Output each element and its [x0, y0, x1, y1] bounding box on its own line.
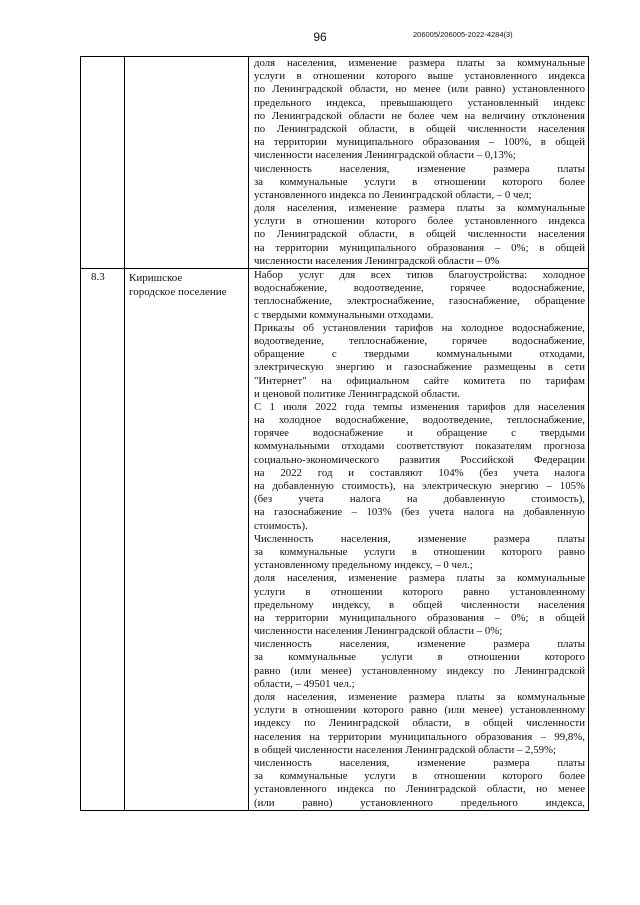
- text-line: за коммунальные услуги в отношении которого более: [254, 175, 585, 188]
- text-line: индексу по Ленинградской области, в общей численности: [254, 717, 585, 730]
- text-line: по Ленинградской области не более чем на величину отклонения: [254, 109, 585, 122]
- text-line: водоснабжение, водоотведение, горячее водоснабжение,: [254, 282, 585, 295]
- text-line: услуги в отношении которого выше установленного индекса: [254, 70, 585, 83]
- municipality-name-cell: [125, 269, 249, 811]
- text-line: Набор услуг для всех типов благоустройства: холодное: [254, 269, 585, 281]
- text-line: численность населения, изменение размера платы: [254, 638, 585, 651]
- text-line: по Ленинградской области, но менее (или равно) установленного: [254, 83, 585, 96]
- text-line: Численность населения, изменение размера платы: [254, 532, 585, 545]
- text-line: на территории муниципального образования – 0%; в общей: [254, 241, 585, 254]
- text-line: Приказы об установлении тарифов на холодное водоснабжение,: [254, 321, 585, 334]
- row-number-cell: 8.3: [81, 269, 125, 811]
- text-line: численности населения Ленинградской области – 0%;: [254, 625, 503, 638]
- tariff-table: [80, 56, 589, 811]
- text-line: (или равно) установленного предельного индекса,: [254, 796, 585, 809]
- text-line: за коммунальные услуги в отношении которого равно: [254, 545, 585, 558]
- text-line: на территории муниципального образования – 0%; в общей: [254, 611, 585, 624]
- text-line: численности населения Ленинградской области – 0%: [254, 254, 500, 267]
- row-number-cell: [81, 57, 125, 269]
- text-line: обращение с твердыми коммунальными отходами,: [254, 348, 585, 361]
- description-cell: [249, 57, 589, 269]
- text-line: доля населения, изменение размера платы за коммунальные: [254, 202, 585, 215]
- municipality-name-cell: [125, 57, 249, 269]
- table-row: [81, 269, 589, 811]
- text-line: "Интернет" на официальном сайте комитета по тарифам: [254, 374, 585, 387]
- text-line: коммунальными отходами соответствуют показателям прогноза: [254, 440, 585, 453]
- text-line: водоотведение, теплоснабжение, горячее водоснабжение,: [254, 334, 585, 347]
- text-line: горячее водоснабжение и обращение с твердыми: [254, 427, 585, 440]
- text-line: доля населения, изменение размера платы за коммунальные: [254, 572, 585, 585]
- text-line: на газоснабжение – 103% (без учета налога на добавленную: [254, 506, 585, 519]
- text-line: предельного индекса, превышающего установленный индекс: [254, 96, 585, 109]
- text-line: предельному индексу, в общей численности населения: [254, 598, 585, 611]
- text-line: доля населения, изменение размера платы за коммунальные: [254, 691, 585, 703]
- text-line: доля населения, изменение размера платы за коммунальные: [254, 57, 585, 69]
- text-line: на 2022 год и составляют 104% (без учета налога: [254, 466, 585, 479]
- text-line: (без учета налога на добавленную стоимость),: [254, 493, 585, 506]
- text-line: области, – 49501 чел.;: [254, 677, 355, 690]
- text-line: за коммунальные услуги в отношении которого более: [254, 770, 585, 783]
- text-line: на добавленную стоимость), на электрическую энергию – 105%: [254, 480, 585, 492]
- text-line: численность населения, изменение размера платы: [254, 162, 585, 175]
- text-line: услуги в отношении которого равно установленному: [254, 585, 585, 598]
- page-number: 96: [313, 30, 327, 44]
- text-line: на территории муниципального образования – 100%, в общей: [254, 136, 585, 149]
- table-row: [81, 57, 589, 269]
- text-line: установленного индекса по Ленинградской области, – 0 чел;: [254, 188, 532, 201]
- text-line: равно (или менее) установленному индексу по Ленинградской: [254, 664, 585, 677]
- text-line: теплоснабжение, электроснабжение, газоснабжение, обращение: [254, 295, 585, 308]
- municipality-name-line: Киришское: [129, 272, 183, 284]
- text-line: услуги в отношении которого равно (или менее) установленному: [254, 704, 585, 717]
- document-id: 206005/206005-2022-4284(3): [413, 30, 513, 39]
- text-line: численности населения Ленинградской области – 0,13%;: [254, 149, 516, 162]
- text-line: населения на территории муниципального образования – 99,8%,: [254, 730, 585, 743]
- text-line: социально-экономического развития Российской Федерации: [254, 453, 585, 466]
- text-line: по Ленинградской области, в общей численности населения: [254, 228, 585, 241]
- municipality-name-line: городское поселение: [129, 286, 227, 298]
- text-line: на холодное водоснабжение, водоотведение, теплоснабжение,: [254, 414, 585, 427]
- text-line: услуги в отношении которого более установленного индекса: [254, 215, 585, 228]
- text-line: в общей численности населения Ленинградской области – 2,59%;: [254, 743, 556, 756]
- text-line: за коммунальные услуги в отношении которого: [254, 651, 585, 664]
- text-line: электрическую энергию и газоснабжение размещены в сети: [254, 361, 585, 374]
- text-line: по Ленинградской области, в общей численности населения: [254, 122, 585, 135]
- text-line: и ценовой политике Ленинградской области.: [254, 387, 460, 400]
- text-line: С 1 июля 2022 года темпы изменения тарифов для населения: [254, 400, 585, 413]
- text-line: численность населения, изменение размера платы: [254, 756, 585, 769]
- text-line: с твердыми коммунальными отходами.: [254, 308, 434, 321]
- text-line: установленного индекса по Ленинградской области, но менее: [254, 783, 585, 796]
- text-line: установленному предельному индексу, – 0 чел.;: [254, 559, 473, 572]
- description-cell: [249, 269, 589, 811]
- text-line: стоимость).: [254, 519, 308, 532]
